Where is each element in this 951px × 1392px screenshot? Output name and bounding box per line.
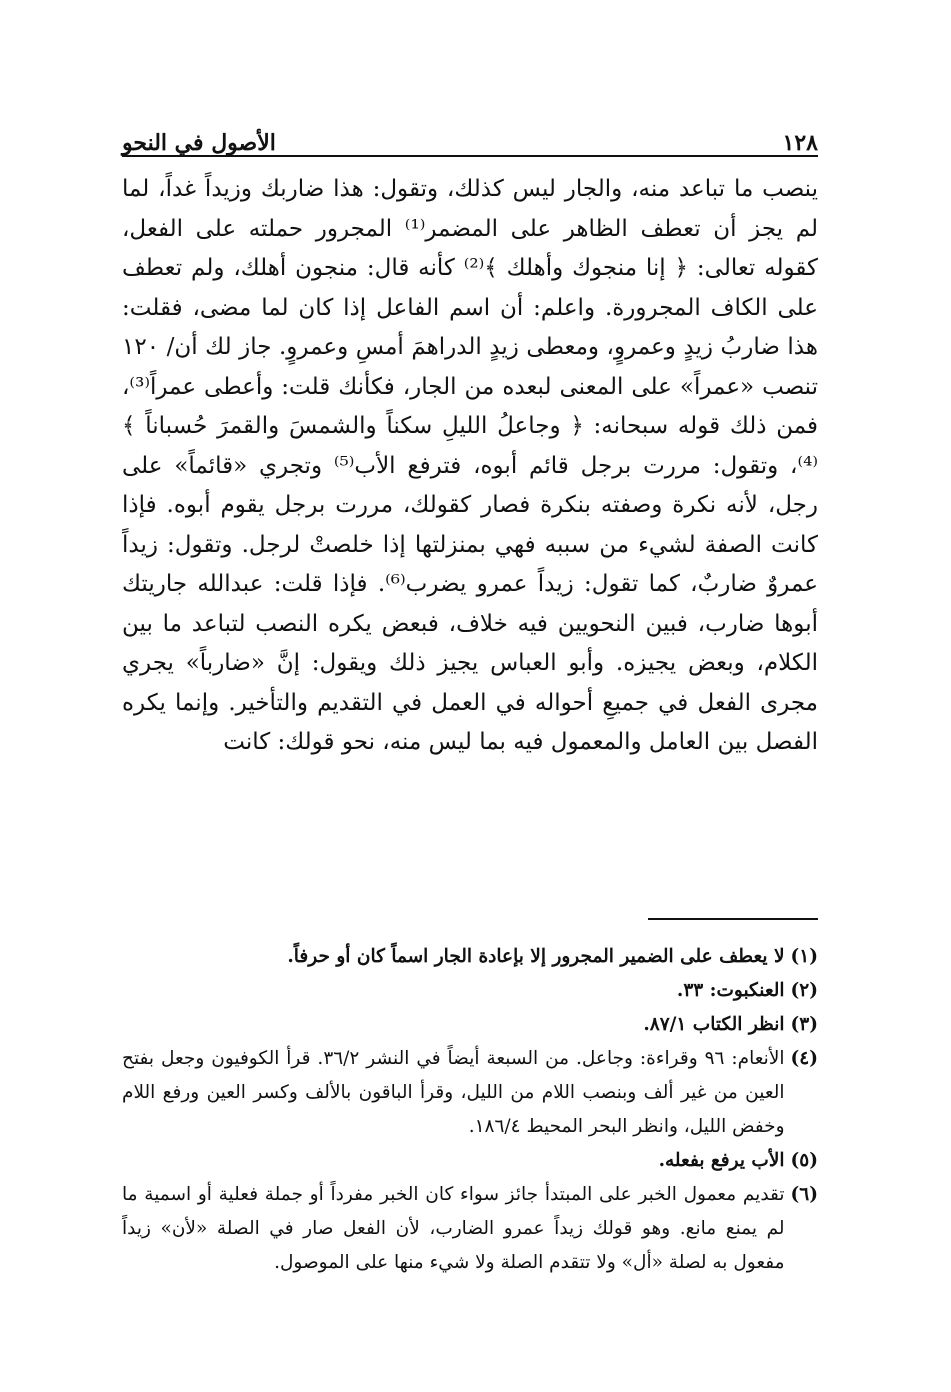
body-paragraph: ينصب ما تباعد منه، والجار ليس كذلك، وتقول: هذا ضاربك وزيداً غداً، لما لم يجز أن تعطف الظاهر على المضمر⁽¹⁾ المجرور حملته على الفعل، كقوله تعالى: ﴿ إنا منجوك وأهلك ﴾⁽²⁾ كأنه قال: منجون أهلك، ولم تعطف على الكاف المجرورة. واعلم: أن اسم الفاعل إذا كان لما مضى، فقلت: هذا ضاربُ زيدٍ وعمروٍ، ومعطى زيدٍ الدراهمَ أمسِ وعمروٍ. جاز لك أن/ ١٢٠ تنصب «عمراً» على المعنى لبعده من الجار، فكأنك قلت: وأعطى عمراً⁽³⁾، فمن ذلك قوله سبحانه: ﴿ وجاعلُ الليلِ سكناً والشمسَ والقمرَ حُسباناً ﴾⁽⁴⁾، وتقول: مررت برجل قائم أبوه، فترفع الأب⁽⁵⁾ وتجري «قائماً» على رجل، لأنه نكرة وصفته بنكرة فصار كقولك، مررت برجل يقوم أبوه. فإذا كانت الصفة لشيء من سببه فهي بمنزلتها إذا خلصتْ لرجل. وتقول: زيداً عمروٌ ضاربٌ، كما تقول: زيداً عمرو يضرب⁽⁶⁾. فإذا قلت: عبدالله جاريتك أبوها ضارب، فبين النحويين فيه خلاف، فبعض يكره النصب لتباعد ما بين الكلام، وبعض يجيزه. وأبو العباس يجيز ذلك ويقول: إنَّ «ضارباً» يجري مجرى الفعل في جميعِ أحواله في العمل في التقديم والتأخير. وإنما يكره الفصل بين العامل والمعمول فيه بما ليس منه، نحو قولك: كانت: [122, 176, 819, 755]
footnote-3: [122, 1008, 818, 1042]
footnote-number: (٤): [790, 1048, 818, 1069]
footnotes: [122, 940, 818, 1280]
main-text: [122, 170, 818, 763]
footnote-number: (٣): [790, 1014, 818, 1035]
footnote-number: (١): [790, 946, 818, 967]
footnote-text: العنكبوت: ٣٣.: [676, 980, 785, 1001]
page-header: [122, 118, 818, 158]
footnote-text: انظر الكتاب ٨٧/١.: [643, 1014, 785, 1035]
footnote-5: [122, 1144, 818, 1178]
footnote-separator: [648, 918, 818, 920]
footnote-4: [122, 1042, 818, 1144]
footnote-text: الأب يرفع بفعله.: [658, 1150, 785, 1171]
footnote-6: [122, 1178, 818, 1280]
footnote-number: (٦): [790, 1184, 818, 1205]
footnote-1: [122, 940, 818, 974]
footnote-text: الأنعام: ٩٦ وقراءة: وجاعل. من السبعة أيضاً في النشر ٣٦/٢. قرأ الكوفيون وجعل بفتح العين من غير ألف وبنصب اللام من الليل، وقرأ الباقون بالألف وكسر العين ورفع اللام وخفض الليل، وانظر البحر المحيط ١٨٦/٤.: [122, 1048, 785, 1137]
page-number: ١٢٨: [782, 130, 818, 156]
footnote-number: (٥): [790, 1150, 818, 1171]
footnote-text: لا يعطف على الضمير المجرور إلا بإعادة الجار اسماً كان أو حرفاً.: [287, 946, 785, 967]
footnote-number: (٢): [790, 980, 818, 1001]
header-rule: [122, 155, 818, 157]
book-title: الأصول في النحو: [122, 130, 276, 156]
footnote-text: تقديم معمول الخبر على المبتدأ جائز سواء كان الخبر مفرداً أو جملة فعلية أو اسمية ما لم يمنع مانع. وهو قولك زيداً عمرو الضارب، لأن الفعل صار في الصلة «لأن» زيداً مفعول به لصلة «أل» ولا تتقدم الصلة ولا شيء منها على الموصول.: [122, 1184, 785, 1273]
footnote-2: [122, 974, 818, 1008]
